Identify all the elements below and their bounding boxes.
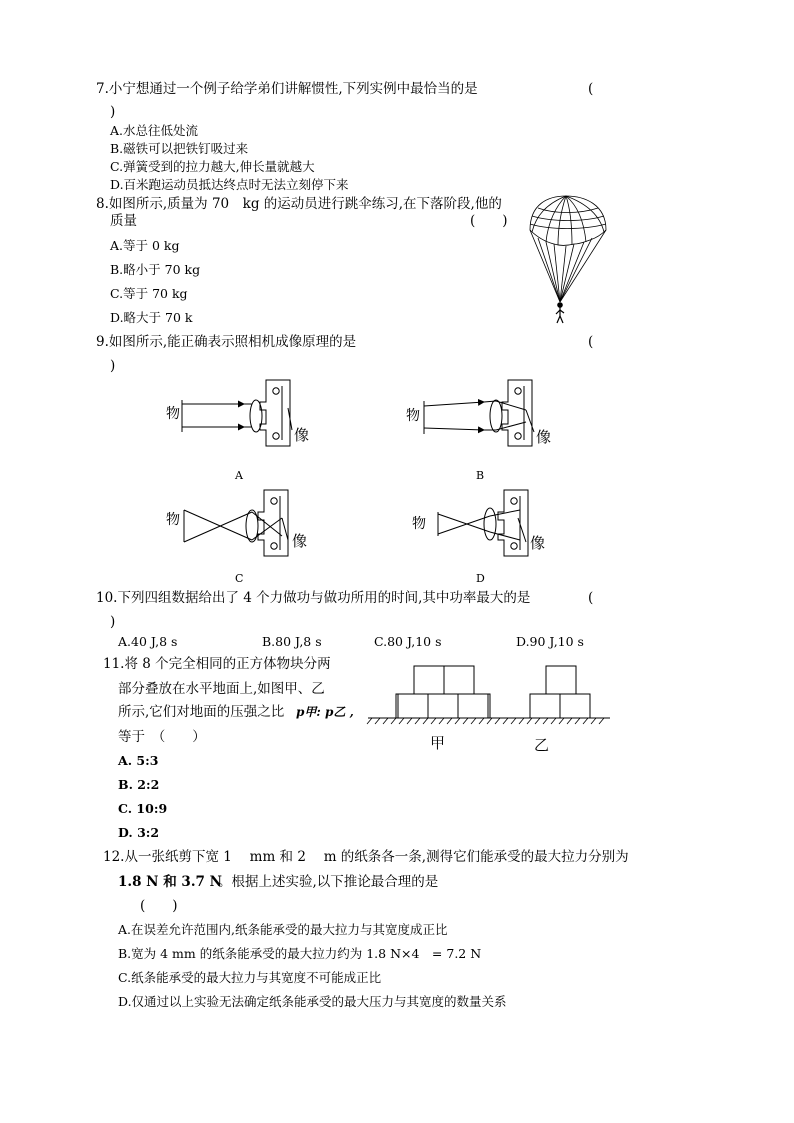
q8-option-d: D.略大于 70 k: [110, 310, 193, 325]
q7-option-d: D.百米跑运动员抵达终点时无法立刻停下来: [110, 177, 349, 192]
q11-line-1: 11.将 8 个完全相同的正方体物块分两: [103, 656, 331, 672]
q9a-image-label: 像: [294, 426, 310, 444]
q10-option-c: C.80 J,10 s: [374, 634, 442, 649]
block-stacks-figure: [364, 660, 614, 760]
q11-option-d: D. 3:2: [118, 825, 160, 840]
q11-option-a: A. 5:3: [118, 753, 159, 768]
q8-option-c: C.等于 70 kg: [110, 286, 188, 301]
q7-option-b: B.磁铁可以把铁钉吸过来: [110, 141, 249, 156]
q9b-image-label: 像: [536, 428, 552, 446]
q9-stem: 9.如图所示,能正确表示照相机成像原理的是: [96, 334, 357, 350]
q7-stem: 7.小宁想通过一个例子给学弟们讲解惯性,下列实例中最恰当的是: [96, 81, 478, 97]
figure-label-yi: 乙: [534, 736, 550, 754]
q12-line-2: 。根据上述实验,以下推论最合理的是: [218, 874, 439, 890]
q7-option-a: A.水总往低处流: [110, 123, 199, 138]
q9-caption-b: B: [476, 469, 485, 482]
q10-option-a: A.40 J,8 s: [118, 634, 178, 649]
q9c-object-label: 物: [166, 512, 180, 528]
q9-caption-a: A: [235, 469, 243, 482]
q8-paren: ( ): [470, 213, 508, 229]
q9c-image-label: 像: [292, 532, 308, 550]
figure-label-jia: 甲: [430, 734, 446, 752]
q9-caption-d: D: [476, 572, 485, 585]
parachute-illustration: [526, 194, 610, 326]
q11-line-2: 部分叠放在水平地面上,如图甲、乙: [118, 681, 325, 697]
q12-forces: 1.8 N 和 3.7 N: [118, 874, 222, 890]
q9d-image-label: 像: [530, 534, 546, 552]
q9-paren-close: ): [110, 358, 116, 374]
q12-option-b: B.宽为 4 mm 的纸条能承受的最大拉力约为 1.8 N×4 = 7.2 N: [118, 946, 482, 961]
q8-option-b: B.略小于 70 kg: [110, 262, 201, 277]
q8-option-a: A.等于 0 kg: [110, 238, 180, 253]
q10-option-b: B.80 J,8 s: [262, 634, 322, 649]
q12-option-a: A.在误差允许范围内,纸条能承受的最大拉力与其宽度成正比: [118, 922, 448, 937]
q9-caption-c: C: [235, 572, 244, 585]
q7-paren-close: ): [110, 104, 116, 120]
q9b-object-label: 物: [406, 408, 420, 424]
q11-line-3: 所示,它们对地面的压强之比: [118, 704, 285, 720]
q11-ratio: p甲: p乙 ,: [296, 705, 354, 719]
q12-paren: ( ): [140, 898, 178, 914]
q8-stem: 8.如图所示,质量为 70 kg 的运动员进行跳伞练习,在下落阶段,他的: [96, 196, 502, 212]
camera-diagram-d: [402, 484, 562, 564]
camera-diagram-b: [402, 374, 562, 454]
q9a-object-label: 物: [166, 406, 180, 422]
camera-diagram-c: [160, 484, 320, 564]
q10-paren-close: ): [110, 614, 116, 630]
q9d-object-label: 物: [412, 516, 426, 532]
q10-stem: 10.下列四组数据给出了 4 个力做功与做功所用的时间,其中功率最大的是: [96, 590, 531, 606]
q7-option-c: C.弹簧受到的拉力越大,伸长量就越大: [110, 159, 315, 174]
q7-paren-open: (: [588, 81, 594, 97]
camera-diagram-a: [160, 374, 320, 454]
q12-line-1: 12.从一张纸剪下宽 1 mm 和 2 m 的纸条各一条,测得它们能承受的最大拉力分别为: [103, 849, 629, 865]
q10-option-d: D.90 J,10 s: [516, 634, 584, 649]
q8-stem-2: 质量: [110, 213, 137, 229]
q9-paren-open: (: [588, 334, 594, 350]
q12-option-c: C.纸条能承受的最大拉力与其宽度不可能成正比: [118, 970, 382, 985]
q12-option-d: D.仅通过以上实验无法确定纸条能承受的最大压力与其宽度的数量关系: [118, 994, 507, 1009]
q10-paren-open: (: [588, 590, 594, 606]
q11-line-4: 等于 （ ）: [118, 729, 206, 745]
q11-option-b: B. 2:2: [118, 777, 160, 792]
q11-option-c: C. 10:9: [118, 801, 168, 816]
